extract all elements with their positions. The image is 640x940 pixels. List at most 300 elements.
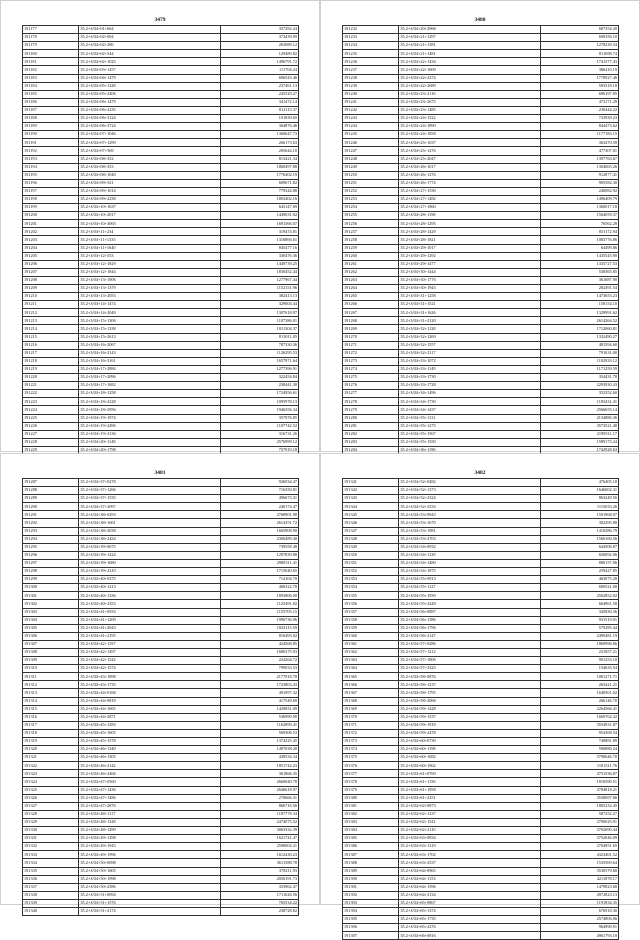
table-row: [23, 438, 299, 446]
reference-code-cell: 35.2+3/04+07+1299: [79, 139, 221, 147]
row-id-cell: 191208: [23, 276, 79, 284]
table-row: [343, 519, 619, 527]
reference-code-cell: 35.2+3/04+18+2956: [79, 406, 221, 414]
reference-code-cell: 35.2+3/04+37+0278: [79, 479, 221, 487]
reference-code-cell: 35.2+3/04+53+1670: [399, 519, 541, 527]
table-row: [343, 762, 619, 770]
reference-code-cell: 35.2+3/04+13+1379: [79, 285, 221, 293]
row-id-cell: 191357: [343, 608, 399, 616]
table-row: [23, 762, 299, 770]
table-row: [23, 519, 299, 527]
table-row: [343, 559, 619, 567]
reference-code-cell: 35.2+3/04+54+1480: [399, 559, 541, 567]
table-row: [23, 705, 299, 713]
amount-cell: 352352.60: [541, 390, 619, 398]
amount-cell: 1860996.66: [541, 640, 619, 648]
row-id-cell: 191228: [23, 438, 79, 446]
row-id-cell: 191368: [343, 697, 399, 705]
table-row: [23, 260, 299, 268]
table-row: [23, 333, 299, 341]
reference-code-cell: 35.2+3/04+38+2038: [79, 527, 221, 535]
amount-cell: 765534.22: [221, 899, 299, 907]
table-row: [343, 527, 619, 535]
row-id-cell: 191342: [343, 487, 399, 495]
row-id-cell: 191295: [23, 543, 79, 551]
table-row: [23, 341, 299, 349]
row-id-cell: 191293: [23, 527, 79, 535]
table-row: [343, 632, 619, 640]
reference-code-cell: 35.2+3/04+37+1266: [79, 487, 221, 495]
amount-cell: 1711626.56: [221, 891, 299, 899]
reference-code-cell: 35.2+3/04+45+1578: [79, 738, 221, 746]
table-row: [23, 187, 299, 195]
reference-code-cell: 35.2+3/04+10+1637: [79, 204, 221, 212]
table-row: [343, 843, 619, 851]
reference-code-cell: 35.2+3/04+39+0675: [79, 543, 221, 551]
table-row: [23, 179, 299, 187]
row-id-cell: 191239: [343, 82, 399, 90]
amount-cell: 386410.19: [541, 66, 619, 74]
row-id-cell: 191312: [23, 681, 79, 689]
table-row: [343, 600, 619, 608]
reference-code-cell: 35.2+3/04+21+1381: [399, 42, 541, 50]
table-row: [23, 535, 299, 543]
reference-code-cell: 35.2+3/04+16+3161: [79, 357, 221, 365]
reference-code-cell: 35.2+3/04+60+1198: [399, 746, 541, 754]
row-id-cell: 191314: [23, 697, 79, 705]
row-id-cell: 191310: [23, 665, 79, 673]
row-id-cell: 191184: [23, 82, 79, 90]
row-id-cell: 191303: [23, 608, 79, 616]
reference-code-cell: 35.2+3/04+13+1906: [79, 276, 221, 284]
row-id-cell: 191236: [343, 58, 399, 66]
table-row: [23, 131, 299, 139]
table-row: [23, 576, 299, 584]
table-row: [23, 155, 299, 163]
amount-cell: 844473.62: [541, 123, 619, 131]
reference-code-cell: 35.2+3/04+18+2228: [79, 398, 221, 406]
amount-cell: 237461.13: [221, 82, 299, 90]
row-id-cell: 191388: [343, 859, 399, 867]
reference-code-cell: 35.2+3/04+35+1567: [399, 430, 541, 438]
table-row: [343, 608, 619, 616]
amount-cell: 363470.39: [541, 139, 619, 147]
table-row: [23, 568, 299, 576]
amount-cell: 316731.26: [221, 430, 299, 438]
reference-code-cell: 35.2+3/04+63+0834: [399, 835, 541, 843]
page-number: 3480: [474, 17, 486, 23]
table-row: [343, 875, 619, 883]
reference-code-cell: 35.2+3/04+40+0375: [79, 576, 221, 584]
amount-cell: 1126295.53: [221, 349, 299, 357]
table-row: [23, 648, 299, 656]
reference-code-cell: 35.2+3/04+57+1212: [399, 648, 541, 656]
amount-cell: 1741377.43: [541, 58, 619, 66]
table-row: [343, 689, 619, 697]
row-id-cell: 191355: [343, 592, 399, 600]
row-id-cell: 191215: [23, 333, 79, 341]
amount-cell: 931519.01: [541, 616, 619, 624]
reference-code-cell: 35.2+3/04+35+1131: [399, 414, 541, 422]
row-id-cell: 191313: [23, 689, 79, 697]
reference-code-cell: 35.2+3/04+10+3065: [79, 220, 221, 228]
table-row: [343, 106, 619, 114]
amount-cell: 1501968.07: [541, 511, 619, 519]
reference-code-cell: 35.2+3/04+39+1424: [79, 551, 221, 559]
table-row: [343, 535, 619, 543]
amount-cell: 799033.53: [221, 665, 299, 673]
amount-cell: 245529.27: [221, 90, 299, 98]
reference-code-cell: 35.2+3/04+65+0867: [399, 899, 541, 907]
amount-cell: 1723803.43: [221, 681, 299, 689]
amount-cell: 3790646.70: [541, 754, 619, 762]
table-row: [343, 681, 619, 689]
table-row: [343, 285, 619, 293]
table-row: [343, 115, 619, 123]
row-id-cell: 191396: [343, 924, 399, 932]
amount-cell: 3554931.87: [541, 721, 619, 729]
reference-code-cell: 35.2+3/04+16+2143: [79, 349, 221, 357]
table-row: [23, 50, 299, 58]
row-id-cell: 191202: [23, 228, 79, 236]
amount-cell: 3702690.44: [541, 827, 619, 835]
amount-cell: 569306.53: [221, 729, 299, 737]
table-row: [23, 317, 299, 325]
table-row: [343, 58, 619, 66]
row-id-cell: 191321: [23, 754, 79, 762]
row-id-cell: 191178: [23, 34, 79, 42]
amount-cell: 579285.44: [541, 624, 619, 632]
reference-code-cell: 35.2+3/04+31+1626: [399, 309, 541, 317]
table-row: [343, 721, 619, 729]
amount-cell: 596880.24: [541, 746, 619, 754]
reference-code-cell: 35.2+3/04+17+2884: [79, 365, 221, 373]
table-row: [343, 195, 619, 203]
reference-code-cell: 35.2+3/04+46+2142: [79, 762, 221, 770]
reference-code-cell: 35.2+3/04+61+1156: [399, 778, 541, 786]
amount-cell: 2704951.65: [541, 843, 619, 851]
reference-code-cell: 35.2+3/04+34+1496: [399, 390, 541, 398]
table-row: [23, 309, 299, 317]
table-row: [343, 374, 619, 382]
row-id-cell: 191344: [343, 503, 399, 511]
row-id-cell: 191224: [23, 406, 79, 414]
table-row: [23, 697, 299, 705]
reference-code-cell: 35.2+3/04+53+1981: [399, 527, 541, 535]
amount-cell: 270666.31: [221, 794, 299, 802]
table-row: [343, 810, 619, 818]
row-id-cell: 191341: [343, 479, 399, 487]
row-id-cell: 191393: [343, 899, 399, 907]
table-row: [23, 34, 299, 42]
row-id-cell: 191189: [23, 123, 79, 131]
reference-code-cell: 35.2+3/04+28+1429: [399, 228, 541, 236]
amount-cell: 4211878.17: [541, 875, 619, 883]
reference-code-cell: 35.2+3/04+12+1844: [79, 268, 221, 276]
row-id-cell: 191276: [343, 382, 399, 390]
row-id-cell: 191213: [23, 317, 79, 325]
table-row: [343, 365, 619, 373]
reference-code-cell: 35.2+3/04+26+1017: [399, 163, 541, 171]
row-id-cell: 191221: [23, 382, 79, 390]
amount-cell: 643147.69: [221, 204, 299, 212]
table-row: [23, 640, 299, 648]
table-row: [23, 503, 299, 511]
row-id-cell: 191227: [23, 430, 79, 438]
table-row: [23, 406, 299, 414]
table-row: [23, 163, 299, 171]
reference-code-cell: 35.2+3/04+32+1128: [399, 325, 541, 333]
amount-cell: 1640561.02: [541, 689, 619, 697]
reference-code-cell: 35.2+3/04+41+1209: [79, 616, 221, 624]
amount-cell: 813421.34: [221, 155, 299, 163]
row-id-cell: 191199: [23, 204, 79, 212]
reference-code-cell: 35.2+3/04+06+3124: [79, 115, 221, 123]
amount-cell: 1566160.56: [541, 535, 619, 543]
row-id-cell: 191192: [23, 147, 79, 155]
amount-cell: 319474.81: [221, 228, 299, 236]
table-row: [23, 252, 299, 260]
row-id-cell: 191397: [343, 932, 399, 940]
table-row: [343, 665, 619, 673]
reference-code-cell: 35.2+3/04+54+1875: [399, 568, 541, 576]
row-id-cell: 191367: [343, 689, 399, 697]
reference-code-cell: 35.2+3/04+58+0876: [399, 673, 541, 681]
page-number: 3481: [154, 470, 166, 476]
amount-cell: 1278239.34: [541, 42, 619, 50]
table-row: [343, 511, 619, 519]
amount-cell: 101839.65: [221, 115, 299, 123]
row-id-cell: 191387: [343, 851, 399, 859]
reference-code-cell: 35.2+3/04+63+2537: [399, 859, 541, 867]
amount-cell: 424568.85: [221, 640, 299, 648]
reference-code-cell: 35.2+3/04+58+2068: [399, 697, 541, 705]
amount-cell: 1083776.86: [541, 236, 619, 244]
reference-code-cell: 35.2+3/04+62+0873: [399, 802, 541, 810]
table-row: [343, 430, 619, 438]
reference-code-cell: 35.2+3/04+13+2053: [79, 293, 221, 301]
reference-code-cell: 35.2+3/04+18+1258: [79, 390, 221, 398]
row-id-cell: 191306: [23, 632, 79, 640]
table-row: [343, 754, 619, 762]
row-id-cell: 191251: [343, 179, 399, 187]
amount-cell: 912877.41: [541, 171, 619, 179]
reference-code-cell: 35.2+3/04+11+1335: [79, 236, 221, 244]
row-id-cell: 191328: [23, 810, 79, 818]
amount-cell: 111704.24: [221, 66, 299, 74]
row-id-cell: 191201: [23, 220, 79, 228]
reference-code-cell: 35.2+3/04+03+1457: [79, 66, 221, 74]
amount-cell: 696197.85: [541, 90, 619, 98]
row-id-cell: 191385: [343, 835, 399, 843]
amount-cell: 1776402.19: [221, 171, 299, 179]
row-id-cell: 191271: [343, 341, 399, 349]
document-page: [0, 453, 320, 914]
row-id-cell: 191263: [343, 276, 399, 284]
amount-cell: 1646002.31: [541, 487, 619, 495]
table-row: [23, 738, 299, 746]
table-row: [23, 268, 299, 276]
table-row: [23, 123, 299, 131]
reference-code-cell: 35.2+3/04+11+1640: [79, 244, 221, 252]
amount-cell: 4961793.10: [541, 932, 619, 940]
table-row: [343, 487, 619, 495]
row-id-cell: 191350: [343, 551, 399, 559]
reference-code-cell: 35.2+3/04+05+1248: [79, 82, 221, 90]
table-row: [23, 778, 299, 786]
reference-code-cell: 35.2+3/04+15+1338: [79, 325, 221, 333]
reference-code-cell: 35.2+3/04+26+1276: [399, 171, 541, 179]
row-id-cell: 191270: [343, 333, 399, 341]
amount-cell: 1107386.01: [221, 317, 299, 325]
reference-code-cell: 35.2+3/04+25+1037: [399, 139, 541, 147]
amount-cell: 811698.74: [541, 50, 619, 58]
amount-cell: 1473653.23: [541, 293, 619, 301]
row-id-cell: 191346: [343, 519, 399, 527]
amount-cell: 1335727.53: [541, 260, 619, 268]
row-id-cell: 191343: [343, 495, 399, 503]
table-row: [23, 58, 299, 66]
reference-code-cell: 35.2+3/04+41+0933: [79, 608, 221, 616]
amount-cell: 329004.44: [221, 301, 299, 309]
row-id-cell: 191183: [23, 74, 79, 82]
amount-cell: 1152151.96: [221, 285, 299, 293]
amount-cell: 1171259.59: [541, 365, 619, 373]
reference-code-cell: 35.2+3/04+27+1530: [399, 187, 541, 195]
table-row: [343, 357, 619, 365]
row-id-cell: 191339: [23, 899, 79, 907]
row-id-cell: 191217: [23, 349, 79, 357]
table-row: [23, 883, 299, 891]
table-row: [23, 713, 299, 721]
reference-code-cell: 35.2+3/04+23+2116: [399, 90, 541, 98]
amount-cell: 129489.82: [221, 50, 299, 58]
reference-code-cell: 35.2+3/04+37+2097: [79, 503, 221, 511]
reference-code-cell: 35.2+3/04+43+1898: [79, 673, 221, 681]
row-id-cell: 191278: [343, 398, 399, 406]
reference-code-cell: 35.2+3/04+28+1821: [399, 236, 541, 244]
table-row: [343, 42, 619, 50]
amount-cell: 593318.10: [541, 82, 619, 90]
reference-code-cell: 35.2+3/04+38+1661: [79, 519, 221, 527]
row-id-cell: 191193: [23, 155, 79, 163]
reference-code-cell: 35.2+3/04+17+2096: [79, 374, 221, 382]
row-id-cell: 191275: [343, 374, 399, 382]
row-id-cell: 191194: [23, 163, 79, 171]
reference-code-cell: 35.2+3/04+27+1482: [399, 195, 541, 203]
amount-cell: 901253.10: [541, 657, 619, 665]
amount-cell: 2614351.72: [221, 519, 299, 527]
table-row: [23, 786, 299, 794]
reference-code-cell: 35.2+3/04+50+1605: [79, 867, 221, 875]
reference-code-cell: 35.2+3/04+41+2043: [79, 624, 221, 632]
amount-cell: 1277967.44: [221, 276, 299, 284]
amount-cell: 1564059.37: [541, 212, 619, 220]
reference-code-cell: 35.2+3/04+15+1306: [79, 317, 221, 325]
table-row: [343, 648, 619, 656]
reference-code-cell: 35.2+3/04+23+2675: [399, 98, 541, 106]
reference-code-cell: 35.2+3/04+50+0098: [79, 859, 221, 867]
table-row: [23, 673, 299, 681]
amount-cell: 4784818.21: [541, 786, 619, 794]
reference-code-cell: 35.2+3/04+54+1129: [399, 551, 541, 559]
reference-code-cell: 35.2+3/04+31+1258: [399, 293, 541, 301]
amount-cell: 964990.91: [541, 924, 619, 932]
row-id-cell: 191225: [23, 414, 79, 422]
reference-code-cell: 35.2+3/04+35+1550: [399, 438, 541, 446]
table-row: [343, 924, 619, 932]
row-id-cell: 191377: [343, 770, 399, 778]
amount-cell: 1496409.79: [541, 195, 619, 203]
table-row: [343, 657, 619, 665]
reference-code-cell: 35.2+3/04+39+1680: [79, 559, 221, 567]
row-id-cell: 191259: [343, 244, 399, 252]
table-row: [343, 317, 619, 325]
table-row: [343, 244, 619, 252]
row-id-cell: 191389: [343, 867, 399, 875]
row-id-cell: 191364: [343, 665, 399, 673]
row-id-cell: 191326: [23, 794, 79, 802]
reference-code-cell: 35.2+3/04+08+1040: [79, 171, 221, 179]
reference-code-cell: 35.2+3/04+34+1730: [399, 398, 541, 406]
reference-code-cell: 35.2+3/04+61+1958: [399, 786, 541, 794]
amount-cell: 600521.00: [541, 584, 619, 592]
reference-code-cell: 35.2+3/04+45+1605: [79, 729, 221, 737]
row-id-cell: 191191: [23, 139, 79, 147]
row-id-cell: 191179: [23, 42, 79, 50]
table-row: [343, 82, 619, 90]
row-id-cell: 191269: [343, 325, 399, 333]
reference-code-cell: 35.2+3/04+59+2478: [399, 729, 541, 737]
row-id-cell: 191250: [343, 171, 399, 179]
row-id-cell: 191338: [23, 891, 79, 899]
reference-code-cell: 35.2+3/04+62+1541: [399, 818, 541, 826]
row-id-cell: 191218: [23, 357, 79, 365]
amount-cell: 791631.00: [541, 349, 619, 357]
row-id-cell: 191318: [23, 729, 79, 737]
amount-cell: 1589173.24: [541, 438, 619, 446]
reference-code-cell: 35.2+3/04+24+1522: [399, 115, 541, 123]
row-id-cell: 191256: [343, 220, 399, 228]
row-id-cell: 191188: [23, 115, 79, 123]
row-id-cell: 191392: [343, 891, 399, 899]
table-row: [23, 770, 299, 778]
amount-cell: 965582.30: [541, 179, 619, 187]
table-row: [343, 907, 619, 915]
amount-cell: 1449739.25: [221, 260, 299, 268]
table-row: [23, 301, 299, 309]
amount-cell: 757919.18: [221, 446, 299, 454]
row-id-cell: 191274: [343, 365, 399, 373]
reference-code-cell: 35.2+3/04+42+1574: [79, 665, 221, 673]
amount-cell: 238728.82: [221, 907, 299, 915]
amount-cell: 2474075.52: [221, 818, 299, 826]
table-row: [343, 835, 619, 843]
reference-code-cell: 35.2+3/04+55+1127: [399, 584, 541, 592]
table-row: [23, 139, 299, 147]
reference-code-cell: 35.2+3/04+29+1017: [399, 244, 541, 252]
amount-cell: 845477.16: [221, 244, 299, 252]
reference-code-cell: 35.2+3/04+46+1340: [79, 746, 221, 754]
amount-cell: 1621741.47: [221, 835, 299, 843]
table-row: [343, 341, 619, 349]
table-row: [343, 697, 619, 705]
reference-code-cell: 35.2+3/04+34+1437: [399, 406, 541, 414]
reference-code-cell: 35.2+3/04+59+1537: [399, 713, 541, 721]
table-row: [343, 673, 619, 681]
reference-code-cell: 35.2+3/04+32+1269: [399, 333, 541, 341]
table-row: [23, 90, 299, 98]
